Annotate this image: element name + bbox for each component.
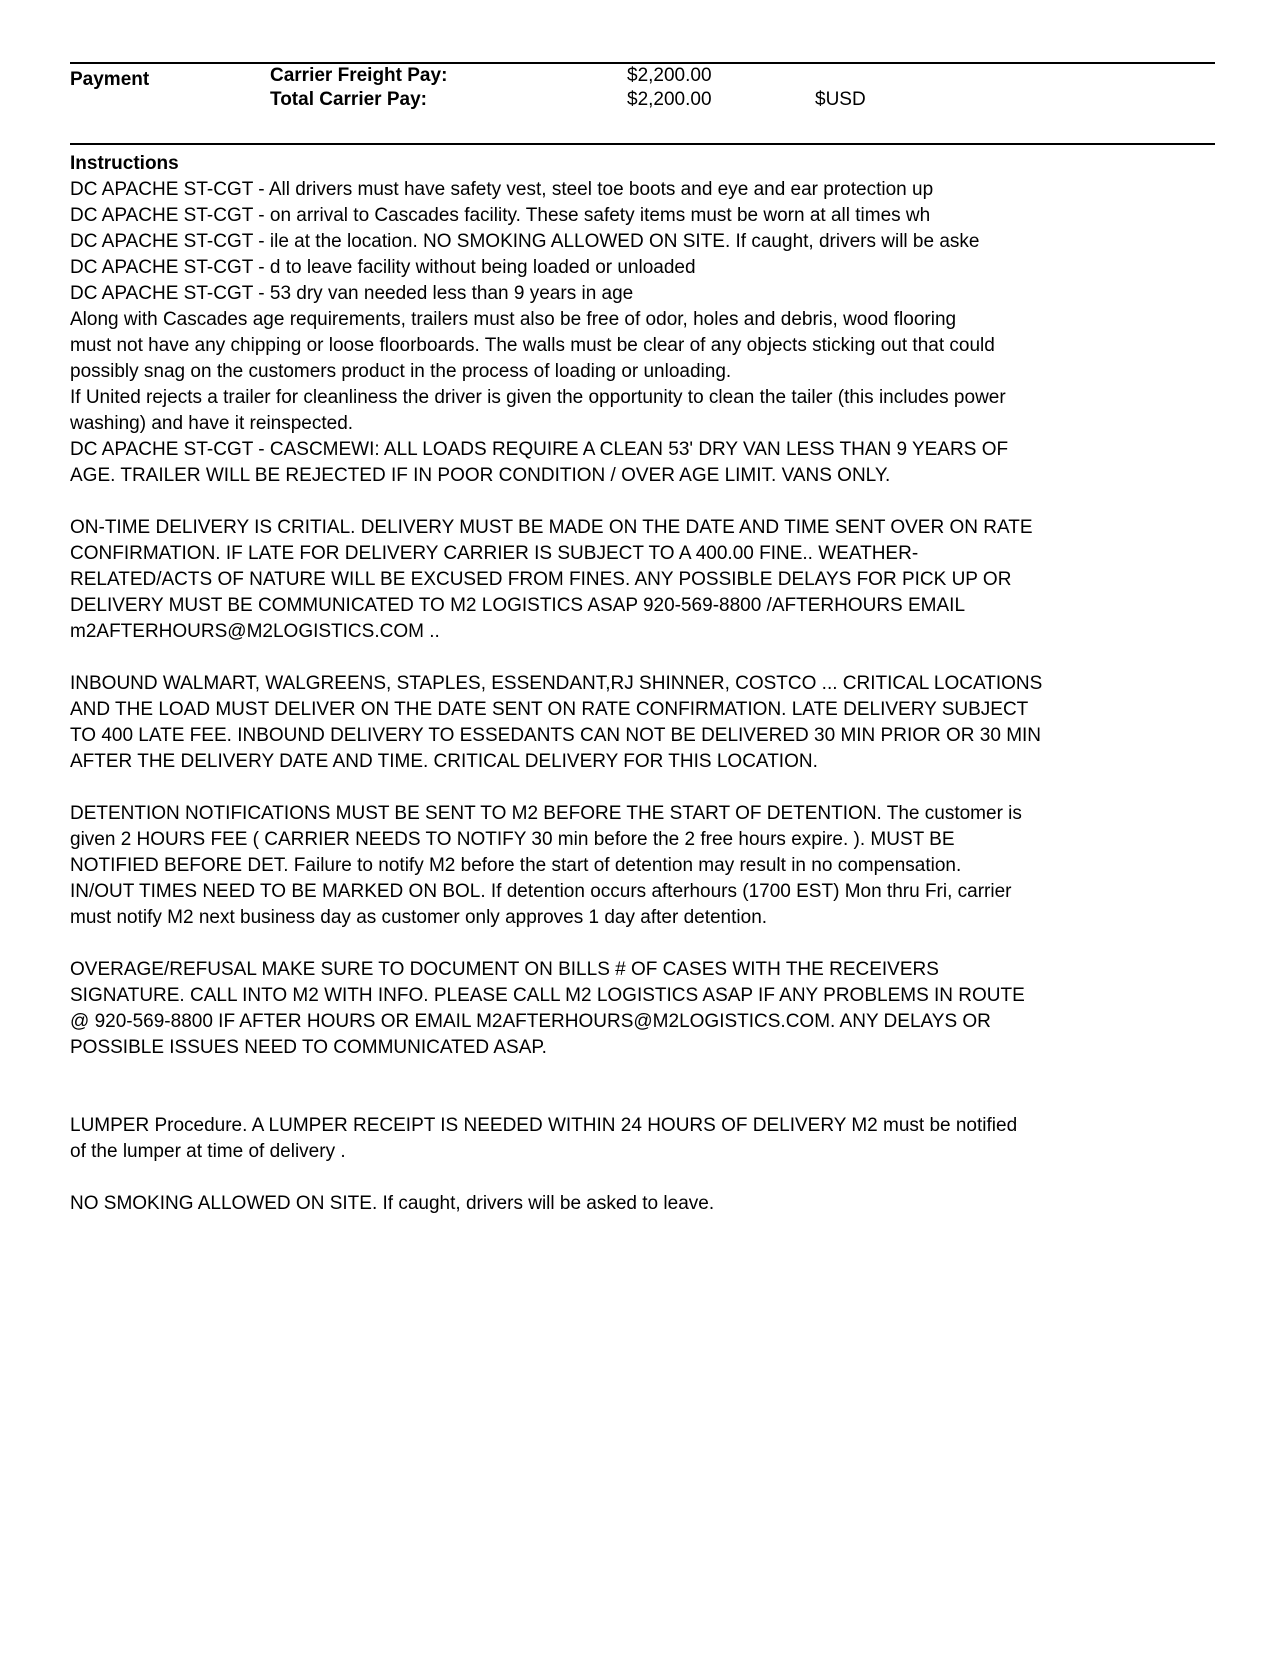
blank-line — [70, 1165, 1230, 1191]
instruction-line: RELATED/ACTS OF NATURE WILL BE EXCUSED FROM FINES. ANY POSSIBLE DELAYS FOR PICK UP OR — [70, 569, 1012, 590]
instruction-line: NOTIFIED BEFORE DET. Failure to notify M2 before the start of detention may result in no compensation. — [70, 855, 962, 876]
instruction-line: TO 400 LATE FEE. INBOUND DELIVERY TO ESSEDANTS CAN NOT BE DELIVERED 30 MIN PRIOR OR 30 MIN — [70, 725, 1042, 746]
instruction-line: CONFIRMATION. IF LATE FOR DELIVERY CARRIER IS SUBJECT TO A 400.00 FINE.. WEATHER- — [70, 543, 919, 564]
instruction-line: DC APACHE ST-CGT - CASCMEWI: ALL LOADS REQUIRE A CLEAN 53' DRY VAN LESS THAN 9 YEARS OF — [70, 439, 1009, 460]
instruction-line: NO SMOKING ALLOWED ON SITE. If caught, drivers will be asked to leave. — [70, 1193, 715, 1214]
instructions-divider — [70, 143, 1215, 145]
instruction-line: IN/OUT TIMES NEED TO BE MARKED ON BOL. If detention occurs afterhours (1700 EST) Mon thru Fri, carrier — [70, 881, 1012, 902]
instruction-line: AFTER THE DELIVERY DATE AND TIME. CRITICAL DELIVERY FOR THIS LOCATION. — [70, 751, 818, 772]
currency-label: $USD — [815, 89, 866, 110]
instruction-line: LUMPER Procedure. A LUMPER RECEIPT IS NEEDED WITHIN 24 HOURS OF DELIVERY M2 must be notified — [70, 1115, 1018, 1136]
instruction-line: If United rejects a trailer for cleanliness the driver is given the opportunity to clean the tailer (this includes power — [70, 387, 1006, 408]
blank-line — [70, 1087, 1230, 1113]
instruction-line: INBOUND WALMART, WALGREENS, STAPLES, ESSENDANT,RJ SHINNER, COSTCO ... CRITICAL LOCATIONS — [70, 673, 1043, 694]
carrier-freight-pay-label: Carrier Freight Pay: — [270, 65, 448, 86]
instruction-line: DC APACHE ST-CGT - 53 dry van needed less than 9 years in age — [70, 283, 634, 304]
instruction-line: POSSIBLE ISSUES NEED TO COMMUNICATED ASAP. — [70, 1037, 547, 1058]
instruction-line: DC APACHE ST-CGT - All drivers must have safety vest, steel toe boots and eye and ear protection up — [70, 179, 934, 200]
instruction-line: must notify M2 next business day as customer only approves 1 day after detention. — [70, 907, 768, 928]
blank-line — [70, 489, 1230, 515]
instruction-line: DELIVERY MUST BE COMMUNICATED TO M2 LOGISTICS ASAP 920-569-8800 /AFTERHOURS EMAIL — [70, 595, 966, 616]
instruction-line: of the lumper at time of delivery . — [70, 1141, 346, 1162]
instructions-heading: Instructions — [70, 153, 179, 174]
instruction-line: washing) and have it reinspected. — [70, 413, 354, 434]
payment-section-label: Payment — [70, 69, 150, 90]
instruction-line: DETENTION NOTIFICATIONS MUST BE SENT TO M2 BEFORE THE START OF DETENTION. The customer is — [70, 803, 1022, 824]
instruction-line: AGE. TRAILER WILL BE REJECTED IF IN POOR CONDITION / OVER AGE LIMIT. VANS ONLY. — [70, 465, 891, 486]
blank-line — [70, 931, 1230, 957]
blank-line — [70, 1061, 1230, 1087]
instruction-line: OVERAGE/REFUSAL MAKE SURE TO DOCUMENT ON BILLS # OF CASES WITH THE RECEIVERS — [70, 959, 939, 980]
total-carrier-pay-label: Total Carrier Pay: — [270, 89, 427, 110]
instructions-section — [70, 151, 1230, 1217]
instruction-line: possibly snag on the customers product in the process of loading or unloading. — [70, 361, 732, 382]
carrier-freight-pay-amount: $2,200.00 — [627, 65, 712, 86]
blank-line — [70, 645, 1230, 671]
blank-line — [70, 775, 1230, 801]
instruction-line: DC APACHE ST-CGT - on arrival to Cascades facility. These safety items must be worn at all times wh — [70, 205, 931, 226]
instruction-line: SIGNATURE. CALL INTO M2 WITH INFO. PLEASE CALL M2 LOGISTICS ASAP IF ANY PROBLEMS IN ROUTE — [70, 985, 1025, 1006]
instruction-line: @ 920-569-8800 IF AFTER HOURS OR EMAIL M2AFTERHOURS@M2LOGISTICS.COM. ANY DELAYS OR — [70, 1011, 991, 1032]
instruction-line: AND THE LOAD MUST DELIVER ON THE DATE SENT ON RATE CONFIRMATION. LATE DELIVERY SUBJECT — [70, 699, 1029, 720]
instructions-body — [70, 177, 1230, 1217]
instruction-line: given 2 HOURS FEE ( CARRIER NEEDS TO NOTIFY 30 min before the 2 free hours expire. ). MUST BE — [70, 829, 955, 850]
instruction-line: must not have any chipping or loose floorboards. The walls must be clear of any objects sticking out that could — [70, 335, 995, 356]
instruction-line: DC APACHE ST-CGT - d to leave facility without being loaded or unloaded — [70, 257, 696, 278]
instruction-line: Along with Cascades age requirements, trailers must also be free of odor, holes and debris, wood flooring — [70, 309, 957, 330]
instruction-line: m2AFTERHOURS@M2LOGISTICS.COM .. — [70, 621, 440, 642]
total-carrier-pay-amount: $2,200.00 — [627, 89, 712, 110]
instruction-line: DC APACHE ST-CGT - ile at the location. NO SMOKING ALLOWED ON SITE. If caught, drivers will be aske — [70, 231, 980, 252]
instruction-line: ON-TIME DELIVERY IS CRITIAL. DELIVERY MUST BE MADE ON THE DATE AND TIME SENT OVER ON RATE — [70, 517, 1033, 538]
